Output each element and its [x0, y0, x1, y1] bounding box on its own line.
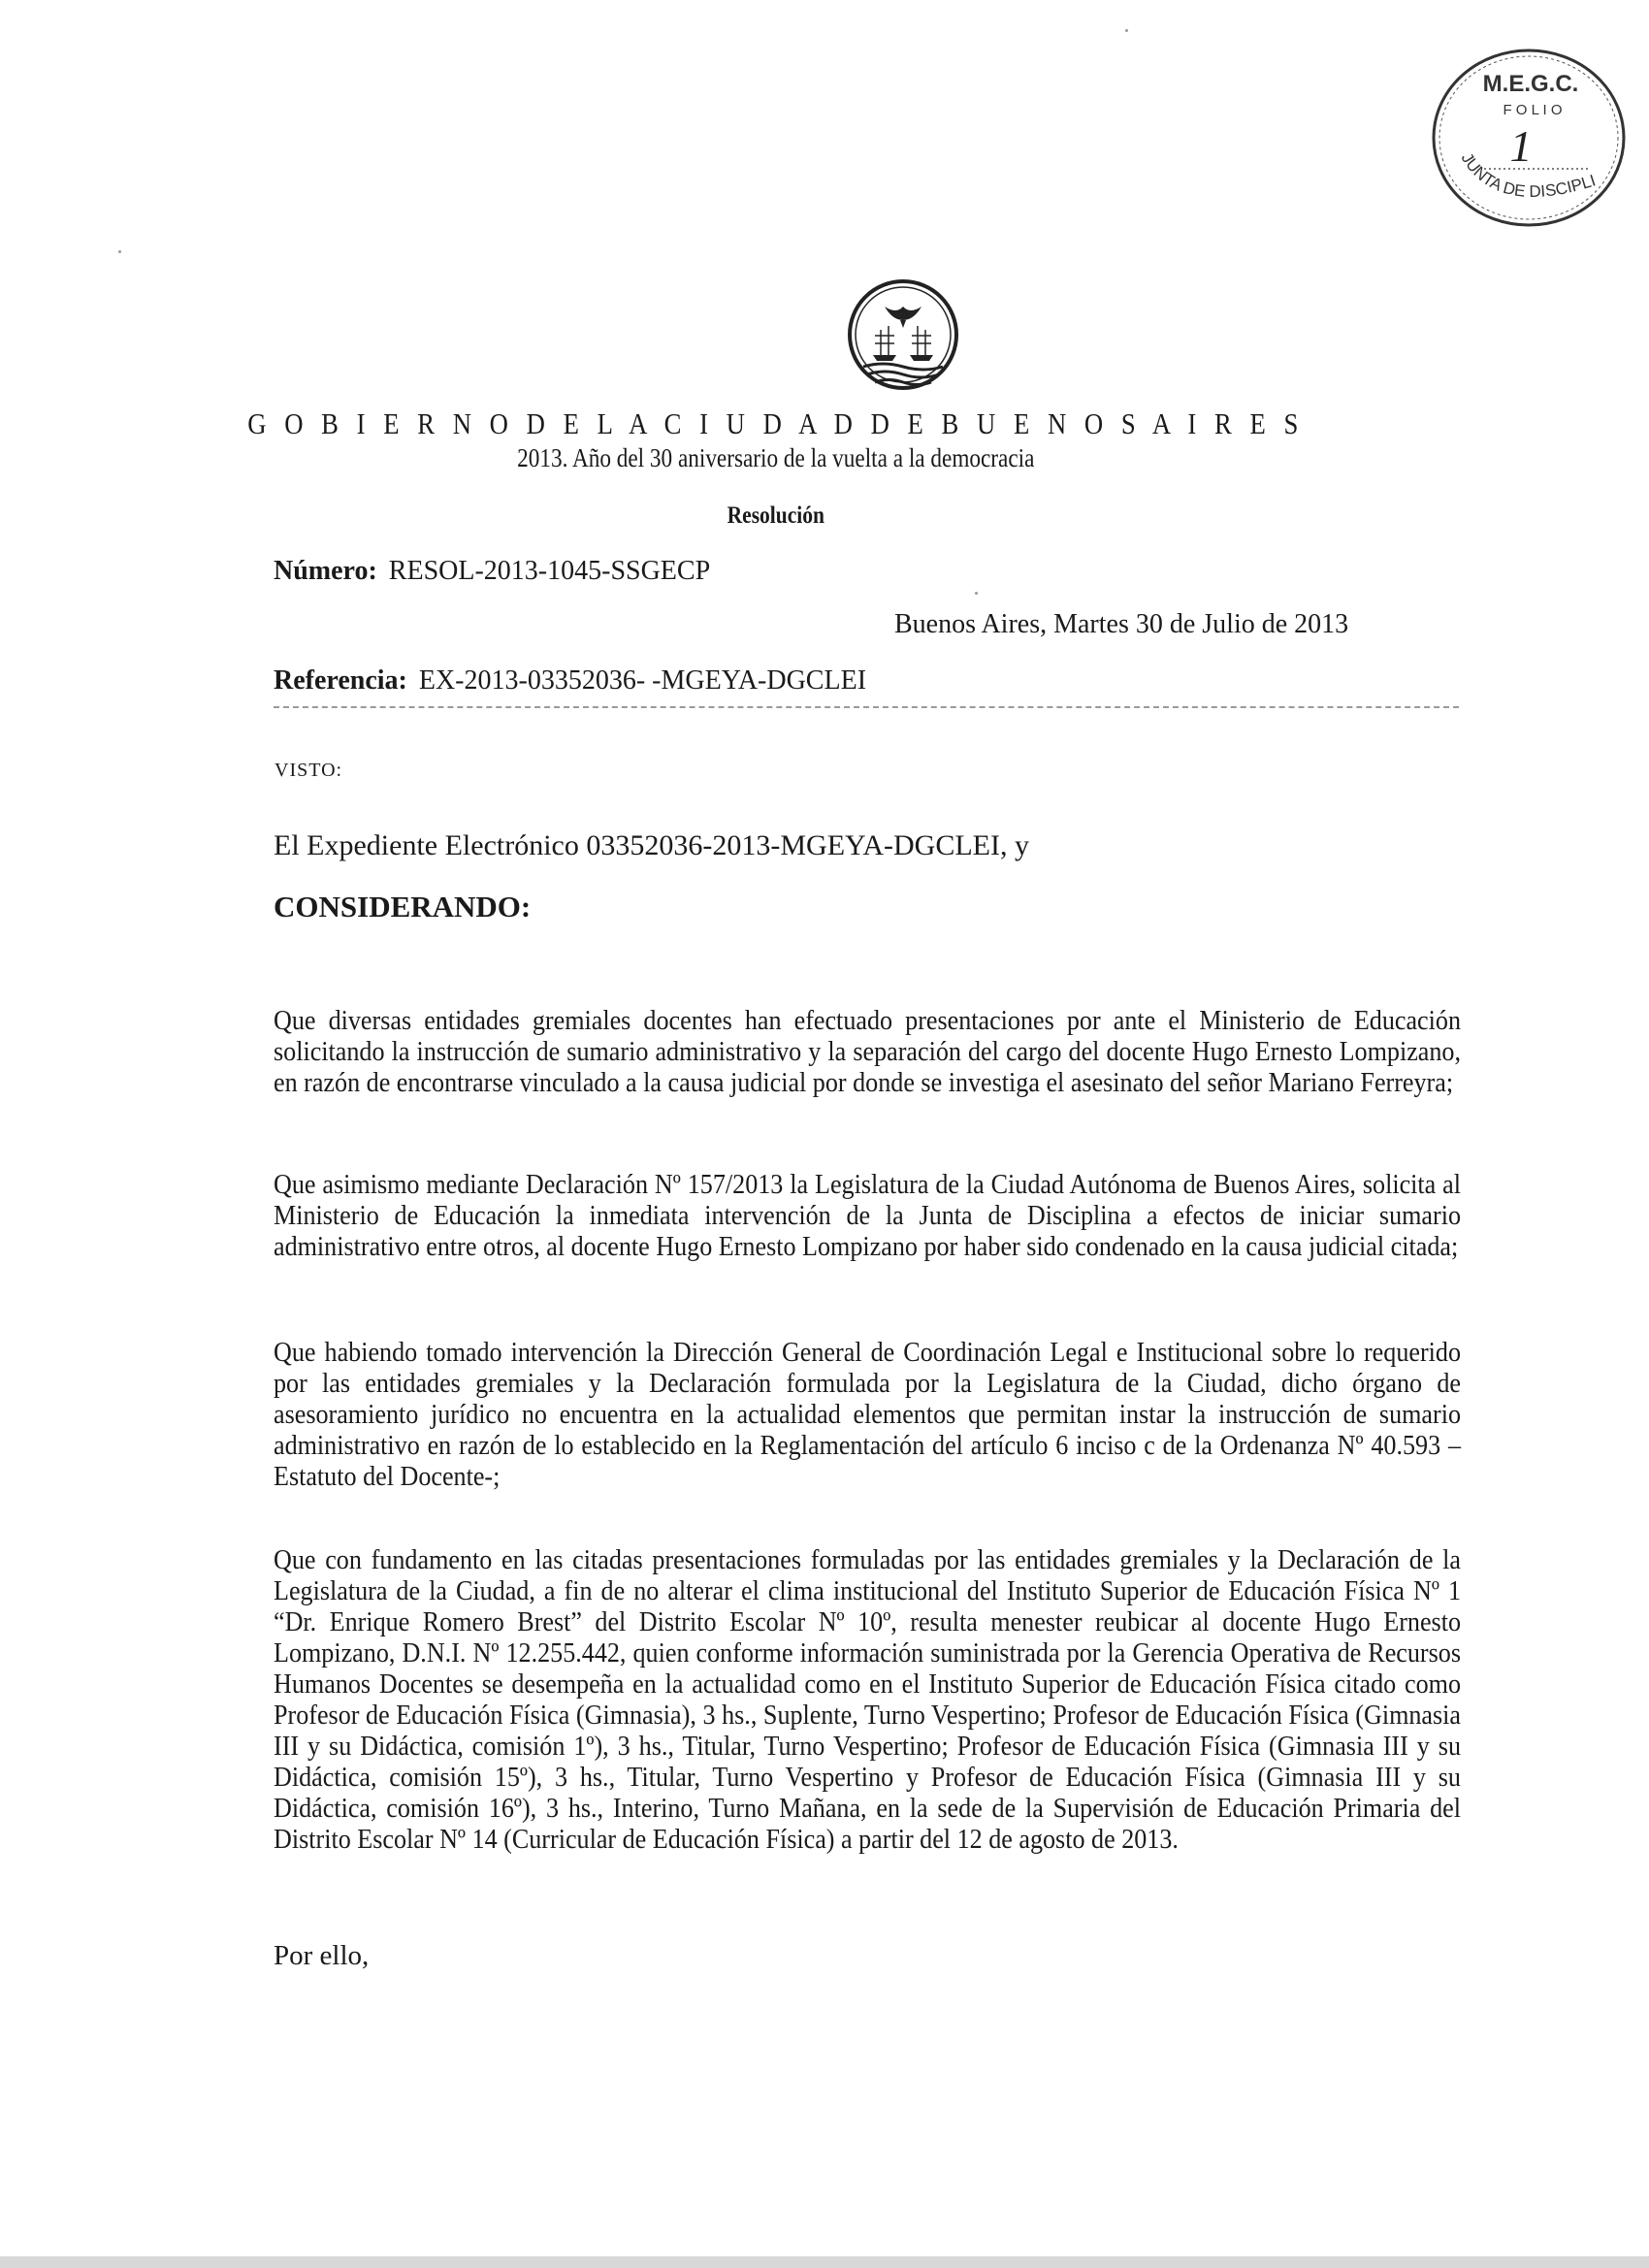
document-type: Resolución: [727, 502, 824, 529]
referencia-value: EX-2013-03352036- -MGEYA-DGCLEI: [418, 665, 867, 696]
folio-stamp: [1428, 43, 1630, 233]
paragraph-1: Que diversas entidades gremiales docentes han efectuado presentaciones por ante el Ministerio de Educación solicitando la instrucción de sumario administrativo y la separación del cargo del docente Hugo Ernesto Lompizano, en razón de encontrarse vinculado a la causa judicial por donde se investiga el asesinato del señor Mariano Ferreyra;: [274, 1005, 1461, 1098]
buenos-aires-coat-of-arms-icon: [846, 277, 960, 392]
stamp-arc-text: JUNTA DE DISCIPLI: [1457, 149, 1599, 202]
numero-value: RESOL-2013-1045-SSGECP: [388, 556, 711, 586]
paragraph-4: Que con fundamento en las citadas presentaciones formuladas por las entidades gremiales y la Declaración de la Legislatura de la Ciudad, a fin de no alterar el clima institucional del Instituto Superior de Educación Física Nº 1 “Dr. Enrique Romero Brest” del Distrito Escolar Nº 10º, resulta menester reubicar al docente Hugo Ernesto Lompizano, D.N.I. Nº 12.255.442, quien conforme información suministrada por la Gerencia Operativa de Recursos Humanos Docentes se desempeña en la actualidad como en el Instituto Superior de Educación Física citado como Profesor de Educación Física (Gimnasia), 3 hs., Suplente, Turno Vespertino; Profesor de Educación Física (Gimnasia III y su Didáctica, comisión 1º), 3 hs., Titular, Turno Vespertino; Profesor de Educación Física (Gimnasia III y su Didáctica, comisión 15º), 3 hs., Titular, Turno Vespertino y Profesor de Educación Física (Gimnasia III y su Didáctica, comisión 16º), 3 hs., Interino, Turno Mañana, en la sede de la Supervisión de Educación Primaria del Distrito Escolar Nº 14 (Curricular de Educación Física) a partir del 12 de agosto de 2013.: [274, 1544, 1461, 1855]
considerando-heading: CONSIDERANDO:: [274, 890, 532, 923]
scan-bottom-edge: [0, 2256, 1649, 2268]
scan-speck: [118, 250, 121, 253]
expediente-line: El Expediente Electrónico 03352036-2013-MGEYA-DGCLEI, y: [274, 829, 1029, 861]
numero-label: Número:: [274, 556, 377, 586]
paragraph-2: Que asimismo mediante Declaración Nº 157/2013 la Legislatura de la Ciudad Autónoma de Buenos Aires, solicita al Ministerio de Educación la inmediata intervención de la Junta de Disciplina a efectos de iniciar sumario administrativo entre otros, al docente Hugo Ernesto Lompizano por haber sido condenado en la causa judicial citada;: [274, 1169, 1461, 1262]
scan-speck: [1125, 29, 1128, 32]
date-line: Buenos Aires, Martes 30 de Julio de 2013: [894, 609, 1349, 639]
numero-field: [274, 556, 710, 587]
paragraph-3: Que habiendo tomado intervención la Dirección General de Coordinación Legal e Institucional sobre lo requerido por las entidades gremiales y la Declaración formulada por la Legislatura de la Ciudad, dicho órgano de asesoramiento jurídico no encuentra en la actualidad elementos que permitan instar la instrucción de sumario administrativo en razón de lo establecido en la Reglamentación del artículo 6 inciso c de la Ordenanza Nº 40.593 –Estatuto del Docente-;: [274, 1337, 1461, 1492]
stamp-line2: F O L I O: [1503, 102, 1563, 118]
referencia-label: Referencia:: [274, 665, 407, 696]
closing-line: Por ello,: [274, 1940, 370, 1971]
motto: 2013. Año del 30 aniversario de la vuelta a la democracia: [517, 443, 1035, 472]
stamp-folio-number: 1: [1509, 121, 1533, 171]
government-name: G O B I E R N O D E L A C I U D A D D E B U E N O S A I R E S: [247, 406, 1305, 440]
separator-rule: [274, 706, 1459, 708]
scan-speck: [975, 592, 978, 595]
visto-heading: VISTO:: [275, 760, 343, 781]
referencia-field: [274, 665, 866, 697]
stamp-line1: M.E.G.C.: [1482, 71, 1579, 97]
